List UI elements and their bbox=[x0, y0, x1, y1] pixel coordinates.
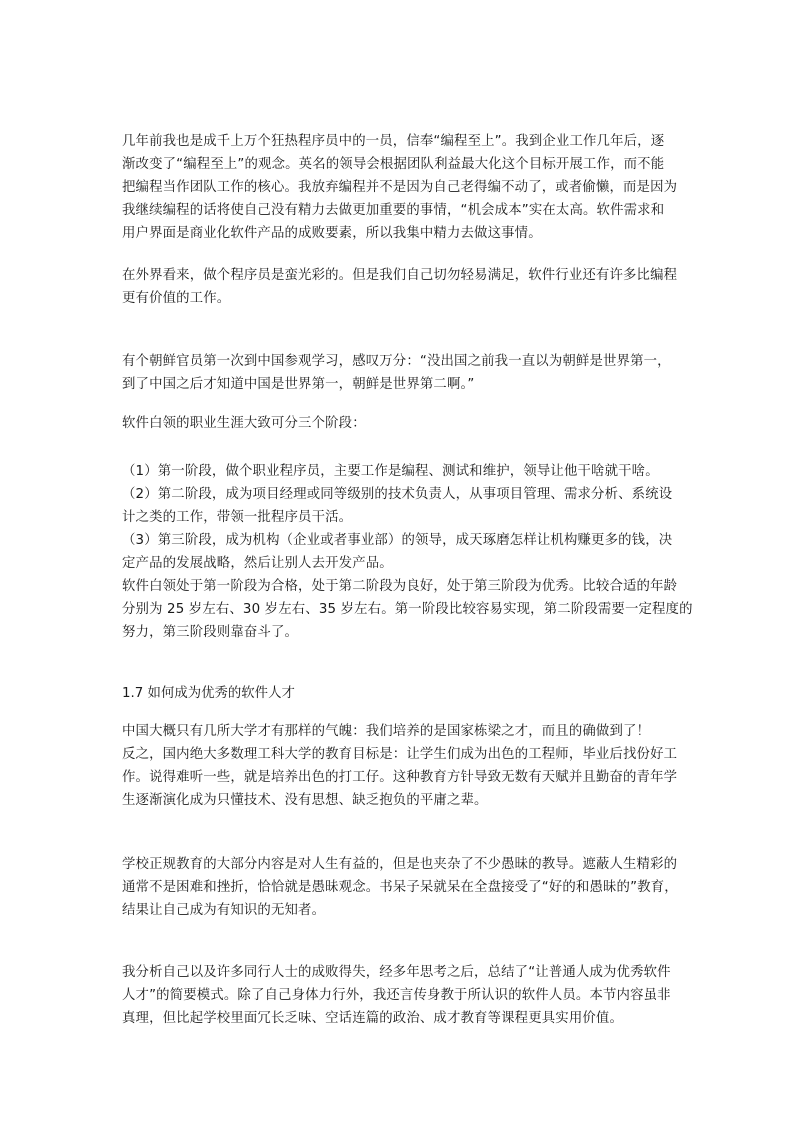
text-line: 中国大概只有几所大学才有那样的气魄：我们培养的是国家栋梁之才，而且的确做到了！ bbox=[122, 724, 651, 739]
text-line: （3）第三阶段，成为机构（企业或者事业部）的领导，成天琢磨怎样让机构赚更多的钱，决 bbox=[122, 533, 673, 548]
text-line: 计之类的工作，带领一批程序员干活。 bbox=[122, 510, 353, 525]
text-line: （2）第二阶段，成为项目经理或同等级别的技术负责人，从事项目管理、需求分析、系统设 bbox=[122, 487, 673, 502]
text-line: 学校正规教育的大部分内容是对人生有益的，但是也夹杂了不少愚昧的教导。遮蔽人生精彩的 bbox=[122, 857, 678, 872]
section-heading-block bbox=[122, 682, 682, 705]
text-line: 把编程当作团队工作的核心。我放弃编程并不是因为自己老得编不动了，或者偷懒，而是因为 bbox=[122, 180, 678, 195]
text-line: 定产品的发展战略，然后让别人去开发产品。 bbox=[122, 556, 393, 571]
text-line: 反之，国内绝大多数理工科大学的教育目标是：让学生们成为出色的工程师，毕业后找份好工 bbox=[122, 747, 678, 762]
text-line: 生逐渐演化成为只懂技术、没有思想、缺乏抱负的平庸之辈。 bbox=[122, 793, 488, 808]
text-line: 人才”的简要模式。除了自己身体力行外，我还言传身教于所认识的软件人员。本节内容虽非 bbox=[122, 988, 671, 1003]
paragraph-outside-view bbox=[122, 264, 682, 310]
text-line: （1）第一阶段，做个职业程序员，主要工作是编程、测试和维护，领导让他干啥就干啥。 bbox=[122, 464, 659, 479]
text-line: 更有价值的工作。 bbox=[122, 291, 231, 306]
paragraph-university-education bbox=[122, 720, 682, 812]
text-line: 软件白领的职业生涯大致可分三个阶段： bbox=[122, 416, 366, 431]
paragraph-formal-education bbox=[122, 853, 682, 922]
text-line: 我继续编程的话将使自己没有精力去做更加重要的事情，“机会成本”实在太高。软件需求和 bbox=[122, 203, 665, 218]
section-heading: 1.7 如何成为优秀的软件人才 bbox=[122, 686, 295, 701]
text-line: 真理，但比起学校里面冗长乏味、空话连篇的政治、成才教育等课程更具实用价值。 bbox=[122, 1011, 624, 1026]
text-line: 软件白领处于第一阶段为合格，处于第二阶段为良好，处于第三阶段为优秀。比较合适的年龄 bbox=[122, 579, 678, 594]
paragraph-anecdote bbox=[122, 350, 682, 396]
text-line: 我分析自己以及许多同行人士的成败得失，经多年思考之后，总结了“让普通人成为优秀软件 bbox=[122, 965, 671, 980]
text-line: 渐改变了“编程至上”的观念。英名的领导会根据团队利益最大化这个目标开展工作，而不能 bbox=[122, 157, 665, 172]
paragraph-summary-model bbox=[122, 961, 682, 1030]
text-line: 几年前我也是成千上万个狂热程序员中的一员，信奉“编程至上”。我到企业工作几年后，逐 bbox=[122, 134, 665, 149]
paragraph-career-stages bbox=[122, 460, 693, 644]
text-line: 有个朝鲜官员第一次到中国参观学习，感叹万分：“没出国之前我一直以为朝鲜是世界第一， bbox=[122, 354, 671, 369]
text-line: 用户界面是商业化软件产品的成败要素，所以我集中精力去做这事情。 bbox=[122, 226, 542, 241]
paragraph-programming-first bbox=[122, 130, 682, 245]
text-line: 分别为 25 岁左右、30 岁左右、35 岁左右。第一阶段比较容易实现，第二阶段需要一定程度的 bbox=[122, 602, 693, 617]
text-line: 结果让自己成为有知识的无知者。 bbox=[122, 903, 326, 918]
text-line: 到了中国之后才知道中国是世界第一，朝鲜是世界第二啊。” bbox=[122, 377, 475, 392]
text-line: 努力，第三阶段则靠奋斗了。 bbox=[122, 625, 299, 640]
text-line: 通常不是困难和挫折，恰恰就是愚昧观念。书呆子呆就呆在全盘接受了“好的和愚昧的”教育， bbox=[122, 880, 678, 895]
text-line: 作。说得难听一些，就是培养出色的打工仔。这种教育方针导致无数有天赋并且勤奋的青年学 bbox=[122, 770, 678, 785]
text-line: 在外界看来，做个程序员是蛮光彩的。但是我们自己切勿轻易满足，软件行业还有许多比编程 bbox=[122, 268, 678, 283]
paragraph-career-intro bbox=[122, 412, 682, 435]
